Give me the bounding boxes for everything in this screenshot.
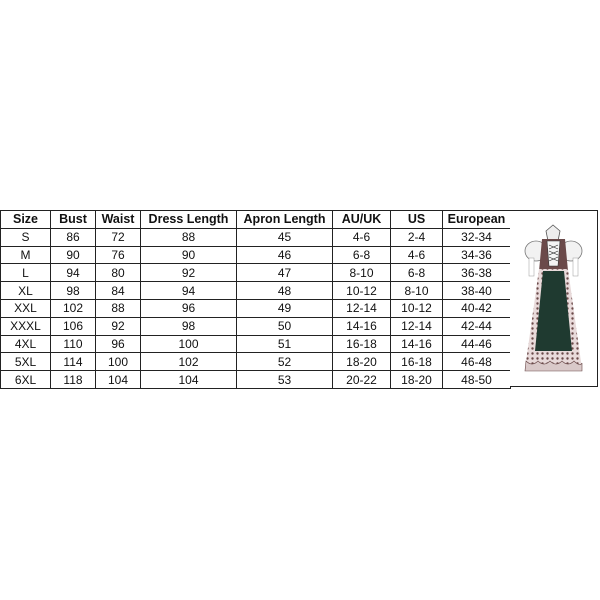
bodice-lace	[547, 241, 560, 266]
cell-dress-length: 94	[141, 282, 237, 300]
cell-european: 34-36	[443, 246, 511, 264]
header-size: Size	[1, 211, 51, 229]
cell-us: 18-20	[391, 371, 443, 389]
cell-dress-length: 90	[141, 246, 237, 264]
cell-european: 48-50	[443, 371, 511, 389]
cell-european: 42-44	[443, 317, 511, 335]
cell-waist: 88	[96, 299, 141, 317]
cell-size: M	[1, 246, 51, 264]
header-apron-length: Apron Length	[237, 211, 333, 229]
header-bust: Bust	[51, 211, 96, 229]
cell-bust: 90	[51, 246, 96, 264]
cell-dress-length: 102	[141, 353, 237, 371]
cell-au-uk: 16-18	[333, 335, 391, 353]
table-row	[1, 371, 511, 389]
cell-au-uk: 10-12	[333, 282, 391, 300]
left-arm	[529, 258, 534, 276]
dirndl-dress-image	[510, 211, 597, 387]
size-table	[0, 210, 511, 389]
table-row	[1, 228, 511, 246]
cell-bust: 106	[51, 317, 96, 335]
dress-photo-cell	[510, 210, 598, 387]
cell-apron-length: 47	[237, 264, 333, 282]
cell-european: 32-34	[443, 228, 511, 246]
cell-waist: 72	[96, 228, 141, 246]
cell-apron-length: 50	[237, 317, 333, 335]
cell-waist: 84	[96, 282, 141, 300]
cell-au-uk: 18-20	[333, 353, 391, 371]
table-row	[1, 353, 511, 371]
cell-us: 4-6	[391, 246, 443, 264]
cell-us: 8-10	[391, 282, 443, 300]
table-row	[1, 299, 511, 317]
header-european: European	[443, 211, 511, 229]
cell-au-uk: 8-10	[333, 264, 391, 282]
table-row	[1, 246, 511, 264]
table-row	[1, 335, 511, 353]
cell-bust: 94	[51, 264, 96, 282]
cell-size: XXXL	[1, 317, 51, 335]
header-au-uk: AU/UK	[333, 211, 391, 229]
table-row	[1, 317, 511, 335]
cell-apron-length: 48	[237, 282, 333, 300]
cell-us: 6-8	[391, 264, 443, 282]
cell-european: 46-48	[443, 353, 511, 371]
cell-au-uk: 12-14	[333, 299, 391, 317]
cell-bust: 118	[51, 371, 96, 389]
cell-waist: 80	[96, 264, 141, 282]
cell-apron-length: 51	[237, 335, 333, 353]
right-arm	[573, 258, 578, 276]
table-row	[1, 282, 511, 300]
cell-bust: 102	[51, 299, 96, 317]
cell-us: 12-14	[391, 317, 443, 335]
cell-size: S	[1, 228, 51, 246]
blouse-collar	[546, 225, 560, 241]
cell-dress-length: 92	[141, 264, 237, 282]
cell-size: XL	[1, 282, 51, 300]
header-us: US	[391, 211, 443, 229]
cell-european: 44-46	[443, 335, 511, 353]
cell-apron-length: 52	[237, 353, 333, 371]
cell-waist: 76	[96, 246, 141, 264]
cell-waist: 96	[96, 335, 141, 353]
cell-dress-length: 98	[141, 317, 237, 335]
cell-waist: 100	[96, 353, 141, 371]
cell-us: 14-16	[391, 335, 443, 353]
header-dress-length: Dress Length	[141, 211, 237, 229]
cell-bust: 114	[51, 353, 96, 371]
cell-au-uk: 20-22	[333, 371, 391, 389]
table-row	[1, 264, 511, 282]
cell-dress-length: 100	[141, 335, 237, 353]
cell-dress-length: 104	[141, 371, 237, 389]
cell-apron-length: 46	[237, 246, 333, 264]
cell-waist: 92	[96, 317, 141, 335]
cell-apron-length: 49	[237, 299, 333, 317]
cell-au-uk: 14-16	[333, 317, 391, 335]
header-waist: Waist	[96, 211, 141, 229]
cell-size: 6XL	[1, 371, 51, 389]
size-chart	[0, 210, 600, 388]
cell-dress-length: 88	[141, 228, 237, 246]
cell-au-uk: 6-8	[333, 246, 391, 264]
cell-bust: 110	[51, 335, 96, 353]
cell-us: 16-18	[391, 353, 443, 371]
cell-apron-length: 45	[237, 228, 333, 246]
cell-bust: 98	[51, 282, 96, 300]
cell-apron-length: 53	[237, 371, 333, 389]
cell-european: 40-42	[443, 299, 511, 317]
cell-waist: 104	[96, 371, 141, 389]
cell-european: 36-38	[443, 264, 511, 282]
cell-au-uk: 4-6	[333, 228, 391, 246]
cell-size: L	[1, 264, 51, 282]
cell-us: 10-12	[391, 299, 443, 317]
cell-us: 2-4	[391, 228, 443, 246]
cell-size: 4XL	[1, 335, 51, 353]
cell-bust: 86	[51, 228, 96, 246]
header-row	[1, 211, 511, 229]
cell-dress-length: 96	[141, 299, 237, 317]
cell-european: 38-40	[443, 282, 511, 300]
cell-size: 5XL	[1, 353, 51, 371]
cell-size: XXL	[1, 299, 51, 317]
